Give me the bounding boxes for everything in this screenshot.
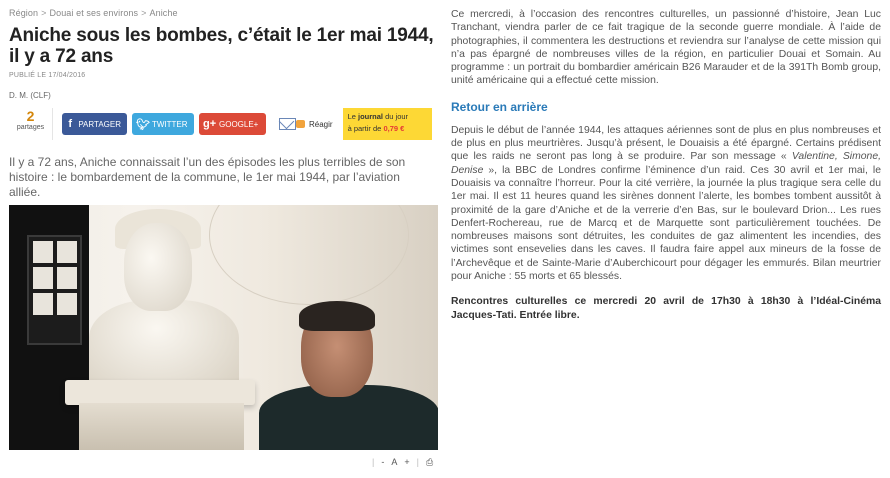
facebook-icon: f [68,118,72,130]
paragraph-1: Ce mercredi, à l’occasion des rencontres culturelles, un passionné d’histoire, Jean Luc Tranchant, viendra parler de ce fait tragique de la seconde guerre mondiale. À l’aide de photographies, il commentera les destructions et reviendra sur l’analyse de cette mission qui n’a pas épargné de nombreuses villes de la région, en particulier Douai et Somain. Au programme : un portrait du bombardier américain B26 Marauder et de la 391Th Bomb group, unité américaine qui a effectué cette mission. [451,9,881,87]
section-heading: Retour en arrière [451,99,548,114]
envelope-icon [279,118,296,130]
breadcrumb-aniche[interactable]: Aniche [149,8,178,18]
author: D. M. (CLF) [9,91,51,100]
photo-arch [209,205,409,305]
share-bar [9,107,439,141]
react-button[interactable] [279,118,333,130]
pedestal [65,380,255,405]
twitter-icon: 🐦︎ [136,118,150,131]
breadcrumb-separator: > [41,8,47,18]
bust-head [124,223,192,311]
article-title: Aniche sous les bombes, c’était le 1er mai 1944, il y a 72 ans [9,25,434,67]
share-count-number: 2 [26,108,35,124]
facebook-label: PARTAGER [78,119,121,129]
article-main [9,8,439,200]
journal-price: 0,79 € [383,124,405,133]
text-tools: | - A + | ⎙ [372,457,434,467]
breadcrumb-separator: > [141,8,147,18]
journal-line2: à partir de 0,79 € [347,124,405,133]
article-intro: Il y a 72 ans, Aniche connaissait l’un des épisodes les plus terribles de son histoire : le bombardement de la commune, le 1er mai 1944, par l’aviation alliée. [9,155,406,199]
article-photo[interactable] [9,205,438,450]
increase-font-button[interactable]: + [404,457,410,467]
react-label: Réagir [309,119,333,129]
pedestal-base [79,403,244,450]
share-count [9,108,53,140]
print-icon[interactable]: ⎙ [425,457,434,467]
twitter-share-button[interactable] [132,113,194,135]
twitter-label: TWITTER [152,119,188,129]
google-label: GOOGLE+ [219,119,259,129]
person-hair [299,301,375,331]
comment-bubble-icon [296,120,305,128]
google-plus-icon: g+ [203,118,217,130]
paragraph-3: Rencontres culturelles ce mercredi 20 avril de 17h30 à 18h30 à l’Idéal-Cinéma Jacques-Tati. Entrée libre. [451,296,881,321]
breadcrumb-douai[interactable]: Douai et ses environs [49,8,139,18]
google-share-button[interactable] [199,113,266,135]
facebook-share-button[interactable] [62,113,127,135]
share-count-label: partages [16,124,45,131]
font-size-label: A [391,457,398,467]
breadcrumb [9,8,439,22]
journal-line1: Le journal du jour [347,112,409,121]
photo-window [27,235,82,345]
publish-date: PUBLIÉ LE 17/04/2016 [9,72,86,79]
paragraph-2: Depuis le début de l’année 1944, les attaques aériennes sont de plus en plus nombreuses et de plus en plus meurtrières. Jusqu’à présent, le Douaisis a été épargné. Certains prédisent que les raids ne seront pas long à se produire. Par son message « Valentine, Simone, Denise », la BBC de Londres confirme l’éminence d’un raid. Ces 30 avril et 1er mai, le Douaisis va connaître l’horreur. Pour la cité verrière, la journée la plus tragique sera celle du 1er mai. Il est 11 heures quand les sirènes donnent l’alerte, les bombes tombent aussitôt à proximité de la gare d’Aniche et de la verrerie d’en Bas, sur le boulevard Drion... Les rues Denfert-Rochereau, rue de Marcq et de Marquette sont particulièrement touchées. De nombreuses maisons sont détruites, les conduites de gaz alimentent les incendies, des victimes sont ensevelies dans les caves. Il faudra faire appel aux mineurs de la fosse de l’Archevêque et de Sainte-Marie d’Auberchicourt pour dégager les emmurés. Bilan meurtrier pour Aniche : 55 morts et 65 blessés. [451,124,882,283]
decrease-font-button[interactable]: - [381,457,385,467]
article-body [451,8,881,322]
journal-promo[interactable] [343,108,432,140]
breadcrumb-region[interactable]: Région [9,8,39,18]
